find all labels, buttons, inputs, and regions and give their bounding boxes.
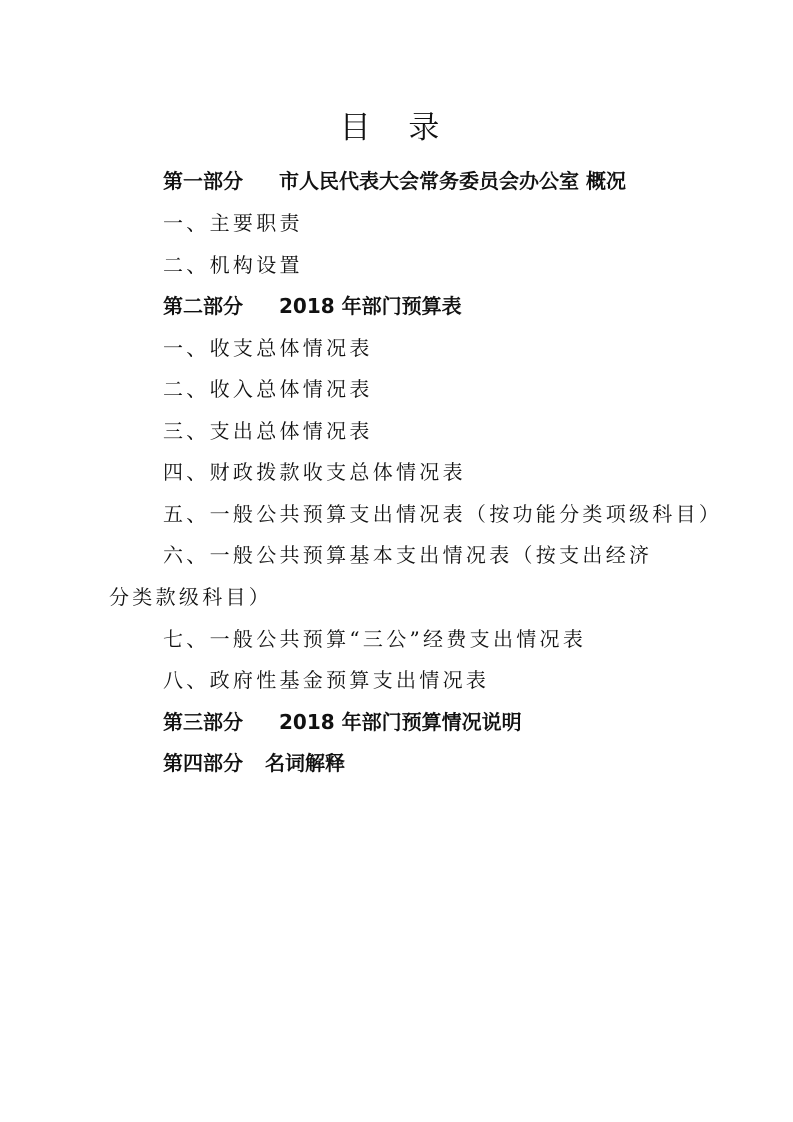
toc-item[interactable]: 八、政府性基金预算支出情况表 xyxy=(163,668,490,692)
toc-item[interactable]: 五、一般公共预算支出情况表（按功能分类项级科目） xyxy=(163,502,723,526)
toc-part-3[interactable] xyxy=(163,709,522,735)
part-title: 2018 年部门预算表 xyxy=(279,294,462,318)
part-title: 名词解释 xyxy=(265,751,345,775)
part-number: 第四部分 xyxy=(163,751,243,775)
toc-part-4[interactable] xyxy=(163,750,345,776)
part-number: 第一部分 xyxy=(163,169,243,193)
toc-item[interactable]: 四、财政拨款收支总体情况表 xyxy=(163,460,466,484)
toc-part-1[interactable] xyxy=(163,168,626,194)
part-title: 市人民代表大会常务委员会办公室 概况 xyxy=(279,169,626,193)
page-title: 目 录 xyxy=(339,110,454,146)
toc-item[interactable]: 三、支出总体情况表 xyxy=(163,419,373,443)
toc-item[interactable]: 六、一般公共预算基本支出情况表（按支出经济分类款级科目） xyxy=(109,543,653,609)
toc-item[interactable]: 一、主要职责 xyxy=(163,211,303,235)
part-number: 第三部分 xyxy=(163,710,243,734)
toc-item[interactable]: 二、收入总体情况表 xyxy=(163,377,373,401)
toc-part-2[interactable] xyxy=(163,293,462,319)
toc-item[interactable]: 二、机构设置 xyxy=(163,253,303,277)
toc-item[interactable]: 七、一般公共预算“三公”经费支出情况表 xyxy=(163,627,587,651)
part-number: 第二部分 xyxy=(163,294,243,318)
part-title: 2018 年部门预算情况说明 xyxy=(279,710,522,734)
toc-item[interactable]: 一、收支总体情况表 xyxy=(163,336,373,360)
